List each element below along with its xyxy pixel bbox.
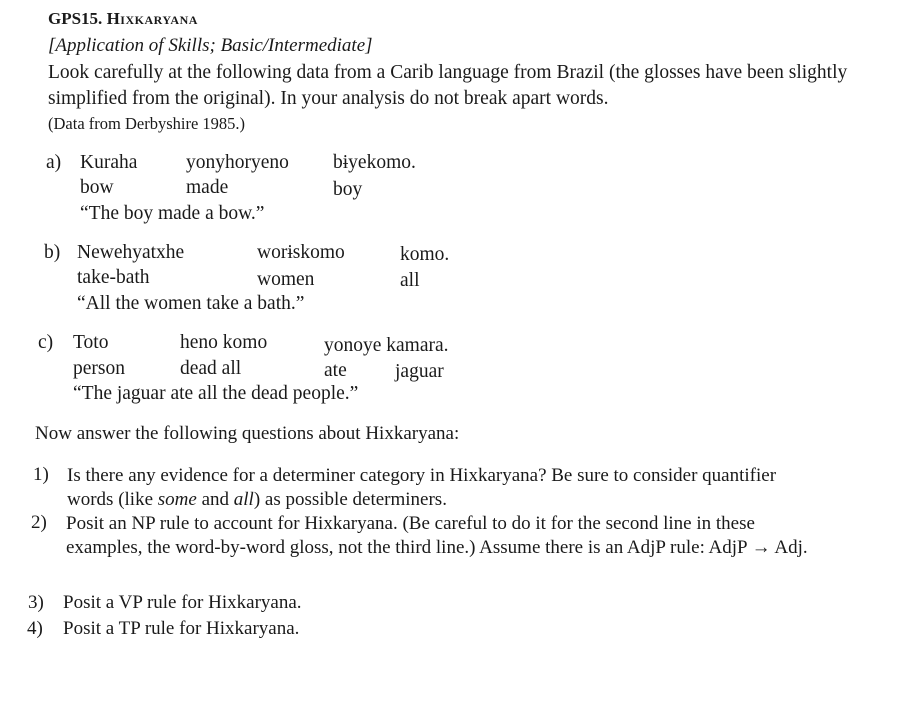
example-gloss: ate bbox=[324, 360, 347, 381]
example-word: Toto bbox=[73, 332, 109, 353]
example-gloss: bow bbox=[80, 177, 114, 198]
example-gloss: person bbox=[73, 358, 125, 379]
questions-intro: Now answer the following questions about Hixkaryana: bbox=[35, 423, 460, 444]
question-text: Is there any evidence for a determiner category in Hixkaryana? Be sure to consider quantifier words (like some and all) as possible determiners. bbox=[67, 465, 777, 510]
example-label: a) bbox=[46, 152, 62, 173]
problem-level: [Application of Skills; Basic/Intermediate] bbox=[48, 35, 373, 56]
example-word: Newehyatxhe bbox=[77, 242, 185, 263]
example-word: Kuraha bbox=[80, 152, 138, 173]
question-text: Posit a VP rule for Hixkaryana. bbox=[63, 592, 302, 613]
example-word: komo. bbox=[400, 244, 450, 265]
example-gloss: jaguar bbox=[395, 361, 444, 382]
data-source: (Data from Derbyshire 1985.) bbox=[48, 114, 246, 133]
example-translation: “All the women take a bath.” bbox=[77, 293, 305, 314]
example-gloss: boy bbox=[333, 179, 363, 200]
example-label: b) bbox=[44, 242, 61, 263]
problem-name: Hixkaryana bbox=[106, 9, 198, 28]
question-number: 3) bbox=[28, 592, 44, 613]
question-number: 2) bbox=[31, 512, 47, 533]
example-gloss: dead all bbox=[180, 358, 242, 379]
example-word: heno komo bbox=[180, 332, 268, 353]
example-word: yonoye kamara. bbox=[324, 335, 449, 356]
example-word: worɨskomo bbox=[257, 242, 345, 263]
example-translation: “The jaguar ate all the dead people.” bbox=[73, 383, 359, 404]
question-number: 4) bbox=[27, 618, 43, 639]
problem-intro: Look carefully at the following data from a Carib language from Brazil (the glosses have been slightly simplified from the original). In your analysis do not break apart words. bbox=[48, 62, 848, 109]
example-gloss: women bbox=[257, 269, 315, 290]
example-label: c) bbox=[38, 332, 54, 353]
example-translation: “The boy made a bow.” bbox=[80, 203, 265, 224]
example-gloss: all bbox=[400, 270, 420, 291]
problem-title bbox=[48, 9, 198, 29]
example-gloss: take-bath bbox=[77, 267, 150, 288]
example-word: bɨyekomo. bbox=[333, 152, 416, 173]
problem-code: GPS15. bbox=[48, 9, 103, 28]
example-gloss: made bbox=[186, 177, 229, 198]
question-text: Posit a TP rule for Hixkaryana. bbox=[63, 618, 300, 639]
question-text: Posit an NP rule to account for Hixkaryana. (Be careful to do it for the second line in these examples, the word-by-word gloss, not the third line.) Assume there is an AdjP rule: AdjP → Adj. bbox=[66, 513, 808, 558]
question-number: 1) bbox=[33, 464, 49, 485]
example-word: yonyhoryeno bbox=[186, 152, 289, 173]
